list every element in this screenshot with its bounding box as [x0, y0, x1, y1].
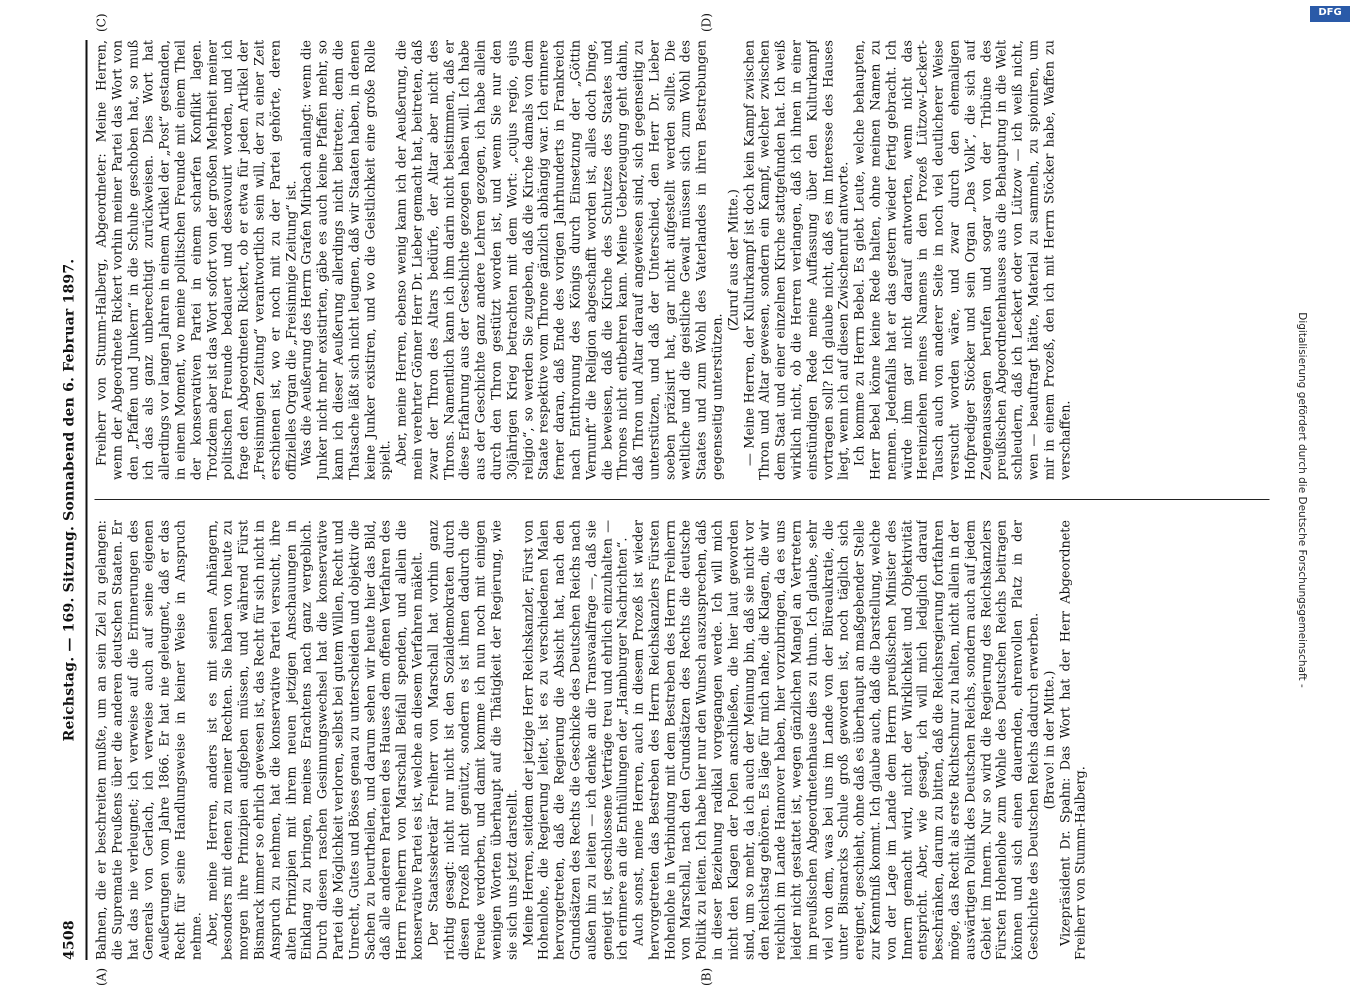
paragraph: Ich komme zu Herrn Bebel. Es giebt Leute, welche behaupten, Herr Bebel könne keine Rede halten, ohne meinen Namen zu nennen. Jedenfalls hat er das gestern wieder fertig gebracht. Ich würde ihm gar nicht darauf antworten, wenn nicht das Hereinziehen meines Namens in den Prozeß Lützow-Leckert-Tausch auch von anderer Seite in noch viel deutlicherer Weise versucht worden wäre, und zwar durch den ehemaligen Hofprediger Stöcker und sein Organ „Das Volk“, die sich auf Zeugenaussagen berufen und sogar von der Tribüne des preußischen Abgeordnetenhauses aus die Behauptung in die Welt schleudern, daß ich Leckert oder von Lützow — ich weiß nicht, wen — beauftragt hätte, Material zu sammeln, zu spioniren, um mir in einem Prozeß, den ich mit Herrn Stöcker habe, Waffen zu verschaffen.	[852, 40, 1074, 480]
paragraph: Aber, meine Herren, ebenso wenig kann ich der Aeußerung, die mein verehrter Gönner Herr Dr. Lieber gemacht hat, beitreten, daß zwar der Thron des Altars bedürfe, der Altar aber nicht des Throns. Namentlich kann ich ihm darin nicht beistimmen, daß er diese Erfahrung aus der Geschichte gezogen haben will. Ich habe aus der Geschichte ganz andere Lehren gezogen, ich habe allein durch den Thron gestützt worden ist, und wenn Sie nur den 30jährigen Krieg betrachten mit dem Wort: „cujus regio, ejus religio“, so werden Sie zugeben, daß die Kirche damals von dem Staate respektive vom Throne gänzlich abhängig war. Ich erinnere ferner daran, daß Ende des vorigen Jahrhunderts in Frankreich nach Entthronung des Königs durch Einsetzung der „Göttin Vernunft“ die Religion abgeschafft worden ist, alles doch Dinge, die beweisen, daß die Kirche des Schutzes des Staates und Thrones nicht entbehren kann. Meine Ueberzeugung geht dahin, daß Thron und Altar darauf angewiesen sind, sich gegenseitig zu unterstützen, und daß der Unterschied, den Herr Dr. Lieber soeben präzisirt hat, gar nicht aufgestellt werden sollte. Die weltliche und die geistliche Gewalt müssen sich zum Wohl des Staates und zum Wohl des Vaterlandes in ihren Bestrebungen gegenseitig unterstützen.	[394, 40, 726, 480]
margin-marker-c: (C)	[94, 13, 109, 32]
right-text-column	[95, 40, 1270, 480]
interjection-note: (Zuruf aus der Mitte.)	[726, 189, 742, 331]
paragraph: Was die Aeußerung des Herrn Grafen Mirbach anlangt: wenn die Junker nicht mehr existirten, gäbe es auch keine Pfaffen mehr, so kann ich dieser Aeußerung allerdings nicht beitreten; denn die Thatsache läßt sich nicht leugnen, daß wir Staaten haben, in denen keine Junker existiren, und wo die Geistlichkeit eine große Rolle spielt.	[299, 40, 394, 480]
logo-text: DFG	[1318, 7, 1342, 18]
paragraph: Bahnen, die er beschreiten mußte, um an sein Ziel zu gelangen: die Suprematie Preußens über die anderen deutschen Staaten. Er hat das nie verleugnet; ich verweise auf die Erinnerungen des Generals von Gerlach, ich verweise auch auf seine eigenen Aeußerungen vom Jahre 1866. Er hat nie geleugnet, daß er das Recht für seine Handlungsweise in keiner Weise in Anspruch nehme.	[94, 520, 205, 960]
paragraph: Auch sonst, meine Herren, auch in diesem Prozeß ist wieder hervorgetreten das Bestreben des Herrn Reichskanzlers Fürsten Hohenlohe in Verbindung mit dem Bestreben des Herrn Freiherrn von Marschall, nach den Grundsätzen des Rechts die deutsche Politik zu leiten. Ich habe hier nur den Wunsch auszusprechen, daß in dieser Beziehung radikal vorgegangen werde. Ich will mich nicht den Klagen der Polen anschließen, die hier laut geworden sind, um so mehr, da ich auch der Meinung bin, daß sie nicht vor den Reichstag gehören. Es läge für mich nahe, die Klagen, die wir reichlich im Lande Hannover haben, hier vorzubringen, da es uns leider nicht gestattet ist, wegen gänzlichen Mangel an Vertretern im preußischen Abgeordnetenhause dies zu thun. Ich glaube, sehr viel von dem, was bei uns im Lande von der Büreaukratie, die unter Bismarcks Schule groß geworden ist, noch täglich sich ereignet, geschieht, ohne daß es überhaupt an maßgebender Stelle zur Kenntniß kommt. Ich glaube auch, daß die Darstellung, welche von der Lage im Lande dem Herrn preußischen Minister des Innern gemacht wird, nicht der Wirklichkeit und Objektivität entspricht. Aber, wie gesagt, ich will mich lediglich darauf beschränken, darum zu bitten, daß die Reichsregierung fortfahren möge, das Recht als erste Richtschnur zu halten, nicht allein in der auswärtigen Politik des Deutschen Reichs, sondern auch auf jedem Gebiet im Innern. Nur so wird die Regierung des Reichskanzlers Fürsten Hohenlohe zum Wohle des Deutschen Reichs beitragen können und sich einen dauernden, ehrenvollen Platz in der Geschichte des Deutschen Reichs dadurch erwerben.	[631, 520, 1042, 960]
paragraph: Aber, meine Herren, anders ist es mit seinen Anhängern, besonders mit denen zu meiner Rechten. Sie haben von heute zu morgen ihre Prinzipien aufgeben müssen, und während Fürst Bismarck immer so ehrlich gewesen ist, das Recht für sich nicht in Anspruch zu nehmen, hat die konservative Partei versucht, ihre alten Prinzipien mit ihrem neuen jetzigen Anschauungen in Einklang zu bringen, meines Erachtens nach ganz vergeblich. Durch diesen raschen Gesinnungswechsel hat die konservative Partei die Möglichkeit verloren, selbst bei gutem Willen, Recht und Unrecht, Gutes und Böses genau zu unterscheiden und objektiv die Sachen zu beurtheilen, und darum sehen wir heute hier das Bild, daß alle anderen Parteien des Hauses dem offenen Verfahren des Herrn Freiherrn von Marschall Beifall spenden, und allein die konservative Partei es ist, welche an diesem Verfahren mäkelt.	[205, 520, 426, 960]
paragraph: Vizepräsident Dr. Spahn: Das Wort hat der Herr Abgeordnete Freiherr von Stumm-Halberg.	[1058, 520, 1089, 960]
dfg-logo	[1310, 6, 1350, 22]
paragraph: Der Staatssekretär Freiherr von Marschall hat vorhin ganz richtig gesagt: nicht nur nicht ist den Sozialdemokraten durch diesen Prozeß nicht genützt, sondern es ist ihnen dadurch die Freude verdorben, und damit komme ich nun noch mit einigen wenigen Worten überhaupt auf die Thätigkeit der Regierung, wie sie sich uns jetzt darstellt.	[426, 520, 521, 960]
page-header	[58, 40, 84, 960]
left-text-column	[95, 520, 1270, 960]
margin-marker-d: (D)	[699, 13, 714, 32]
paragraph: Meine Herren, seitdem der jetzige Herr Reichskanzler, Fürst von Hohenlohe, die Regierung leitet, ist es zu verschiedenen Malen hervorgetreten, daß die Regierung die Absicht hat, nach den Grundsätzen des Rechts die Geschicke des Deutschen Reichs nach außen hin zu leiten — ich denke an die Transvaalfrage —, daß sie geneigt ist, geschlossene Verträge treu und ehrlich einzuhalten — ich erinnere an die Enthüllungen der „Hamburger Nachrichten“.	[521, 520, 631, 960]
column-divider	[95, 499, 1270, 500]
paragraph: Freiherr von Stumm-Halberg, Abgeordneter: Meine Herren, wenn der Abgeordnete Rickert vorhin meiner Partei das Wort von den „Pfaffen und Junkern“ in die Schuhe geschoben hat, so muß ich das als ganz unberechtigt zurückweisen. Dies Wort hat allerdings vor langen Jahren in einem Artikel der „Post“ gestanden, in einem Moment, wo meine politischen Freunde mit einem Theil der konservativen Partei in einem scharfen Konflikt lagen. Trotzdem aber ist das Wort sofort von der großen Mehrheit meiner politischen Freunde bedauert und desavouirt worden, und ich frage den Abgeordneten Rickert, ob er etwa für jeden Artikel der „Freisinnigen Zeitung“ verantwortlich sein will, der zu einer Zeit erschienen ist, wo er noch mit zu der Partei gehörte, deren offizielles Organ die „Freisinnige Zeitung“ ist.	[94, 40, 300, 480]
margin-marker-a: (A)	[94, 967, 109, 986]
session-title: Reichstag. — 169. Sitzung. Sonnabend den 6. Februar 1897.	[61, 258, 78, 742]
digitization-credit	[1290, 20, 1314, 980]
page-number: 4508	[61, 920, 78, 960]
margin-marker-b: (B)	[699, 967, 714, 986]
applause-note: (Bravo! in der Mitte.)	[1042, 670, 1058, 810]
paragraph: — Meine Herren, der Kulturkampf ist doch kein Kampf zwischen Thron und Altar gewesen, sondern ein Kampf, welcher zwischen dem Staat und einer einzelnen Kirche stattgefunden hat. Ich weiß wirklich nicht, ob die Herren verlangen, daß ich ihnen in einer einstündigen Rede meine Auffassung über den Kulturkampf vortragen soll? Ich glaube nicht, daß es im Interesse des Hauses liegt, wenn ich auf diesen Zwischenruf antworte.	[742, 40, 852, 480]
header-rule	[86, 40, 88, 960]
credit-text: Digitalisierung gefördert durch die Deutsche Forschungsgemeinschaft -	[1296, 312, 1308, 688]
